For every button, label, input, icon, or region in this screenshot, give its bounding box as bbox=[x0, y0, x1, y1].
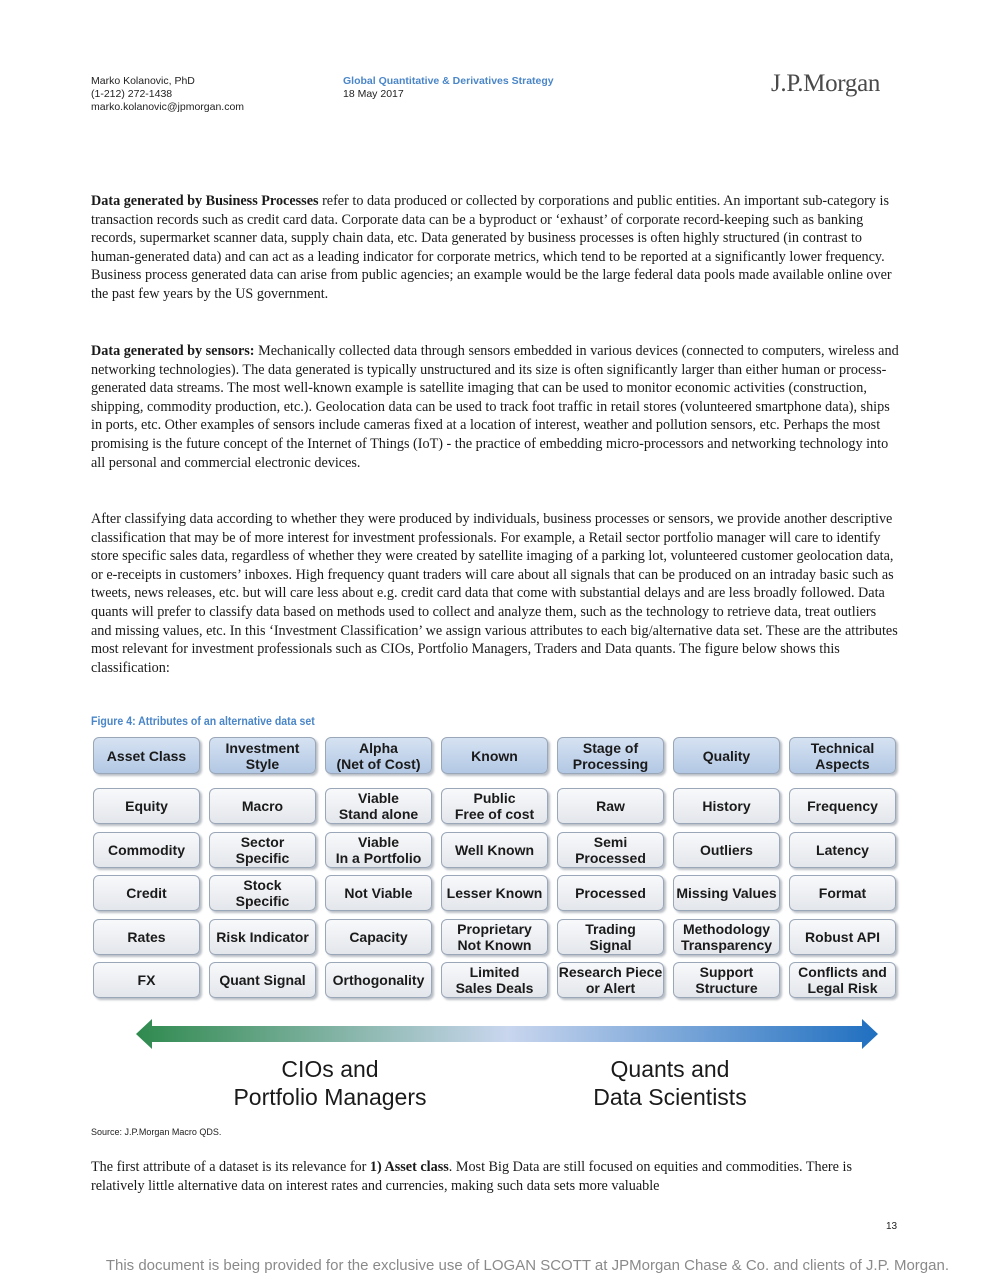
paragraph-text: . Most Big Data are still focused on equities and commodities. There is relatively little alternative data on interest rates and currencies, making such data sets more valuable bbox=[91, 1159, 852, 1194]
figure-title: Figure 4: Attributes of an alternative data set bbox=[91, 714, 315, 728]
attribute-cell: Rates bbox=[93, 919, 200, 955]
attribute-cell: Methodology Transparency bbox=[673, 919, 780, 955]
right-audience bbox=[540, 1055, 800, 1111]
attribute-cell: Viable In a Portfolio bbox=[325, 832, 432, 868]
attribute-cell: Robust API bbox=[789, 919, 896, 955]
attribute-header: Known bbox=[441, 737, 548, 774]
attribute-cell: Trading Signal bbox=[557, 919, 664, 955]
paragraph-heading: Data generated by Business Processes bbox=[91, 193, 319, 209]
attribute-cell: Viable Stand alone bbox=[325, 788, 432, 824]
attribute-cell: Research Piece or Alert bbox=[558, 964, 663, 996]
author-name: Marko Kolanovic, PhD bbox=[91, 75, 195, 87]
paragraph-sensors bbox=[91, 342, 899, 472]
report-date: 18 May 2017 bbox=[343, 88, 404, 100]
figure-source: Source: J.P.Morgan Macro QDS. bbox=[91, 1127, 222, 1137]
attribute-cell: Proprietary Not Known bbox=[441, 919, 548, 955]
author-email: marko.kolanovic@jpmorgan.com bbox=[91, 101, 245, 113]
left-audience bbox=[200, 1055, 460, 1111]
attribute-cell: Outliers bbox=[673, 832, 780, 868]
paragraph-business-processes bbox=[91, 192, 899, 304]
attribute-cell: Frequency bbox=[789, 788, 896, 824]
attribute-cell: Stock Specific bbox=[209, 875, 316, 911]
left-audience-label: CIOs and Portfolio Managers bbox=[233, 1056, 427, 1110]
attribute-cell: Quant Signal bbox=[209, 962, 316, 998]
attribute-cell: Support Structure bbox=[673, 962, 780, 998]
attribute-cell: Risk Indicator bbox=[209, 919, 316, 955]
paragraph-text: Mechanically collected data through sensors embedded in various devices (connected to computers, wireless and networking technologies). The data generated is typically unstructured and its size is often significantly larger than either human or process-generated data streams. The most well-known example is satellite imaging that can be used to monitor economic activities (construction, shipping, commodity production, etc.). Geolocation data can be used to track foot traffic in retail stores (volunteered smartphone data), ships in ports, etc. Other examples of sensors include cameras fixed at a location of interest, weather and pollution sensors, etc. Perhaps the most promising is the future concept of the Internet of Things (IoT) - the practice of embedding micro-processors and networking technology into all personal and commercial electronic devices. bbox=[91, 343, 899, 471]
attribute-cell: Processed bbox=[557, 875, 664, 911]
attribute-cell: FX bbox=[93, 962, 200, 998]
attribute-cell: Lesser Known bbox=[441, 875, 548, 911]
author-block bbox=[91, 75, 244, 114]
author-phone: (1-212) 272-1438 bbox=[91, 88, 173, 100]
attribute-header: Investment Style bbox=[209, 737, 316, 774]
double-arrow-icon bbox=[136, 1019, 878, 1049]
attribute-cell: Credit bbox=[93, 875, 200, 911]
attribute-cell: Capacity bbox=[325, 919, 432, 955]
attribute-cell: Public Free of cost bbox=[441, 788, 548, 824]
attribute-cell: Limited Sales Deals bbox=[441, 962, 548, 998]
attribute-cell: History bbox=[673, 788, 780, 824]
attribute-cell: Not Viable bbox=[325, 875, 432, 911]
paragraph-classification: After classifying data according to whether they were produced by individuals, business processes or sensors, we provide another descriptive classification that may be of more interest for investment professionals. For example, a Retail sector portfolio manager will care to identify store specific sales data, regardless of whether they were created by satellite imaging of a parking lot, volunteered customer geolocation data, or e-receipts in customers’ inboxes. High frequency quant traders will care about all signals that can be produced on an intraday basic such as tweets, news releases, etc. but will care less about e.g. credit card data that come with substantial delays and are less broadly followed. Data quants will prefer to classify data based on methods used to collect and analyze them, such as the technology to retrieve data, treat outliers and missing values, etc. In this ‘Investment Classification’ we assign various attributes to each big/alternative data set. These are the attributes most relevant for investment professionals such as CIOs, Portfolio Managers, Traders and Data quants. The figure below shows this classification: bbox=[91, 511, 898, 676]
attribute-header: Stage of Processing bbox=[557, 737, 664, 774]
disclaimer: This document is being provided for the exclusive use of LOGAN SCOTT at JPMorgan Chase & Co. and clients of J.P. Morgan. bbox=[105, 1257, 949, 1274]
paragraph-bold: 1) Asset class bbox=[369, 1159, 449, 1175]
strategy-name: Global Quantitative & Derivatives Strategy bbox=[343, 75, 554, 87]
attribute-cell: Conflicts and Legal Risk bbox=[789, 962, 896, 998]
right-audience-label: Quants and Data Scientists bbox=[593, 1056, 747, 1110]
attribute-cell: Orthogonality bbox=[325, 962, 432, 998]
jpmorgan-logo: J.P.Morgan bbox=[771, 70, 881, 97]
attribute-cell: Equity bbox=[93, 788, 200, 824]
attribute-header: Technical Aspects bbox=[789, 737, 896, 774]
attribute-cell: Format bbox=[789, 875, 896, 911]
attribute-cell: Well Known bbox=[441, 832, 548, 868]
attribute-header: Asset Class bbox=[93, 737, 200, 774]
attributes-grid bbox=[93, 737, 901, 999]
audience-arrow bbox=[136, 1019, 878, 1049]
attribute-cell: Commodity bbox=[93, 832, 200, 868]
paragraph-heading: Data generated by sensors: bbox=[91, 343, 255, 359]
attribute-cell: Missing Values bbox=[673, 875, 780, 911]
attribute-cell: Latency bbox=[789, 832, 896, 868]
attribute-header: Quality bbox=[673, 737, 780, 774]
page-number: 13 bbox=[886, 1221, 898, 1232]
paragraph-text: refer to data produced or collected by corporations and public entities. An important sub-category is transaction records such as credit card data. Corporate data can be a byproduct or ‘exhaust’ of corporate record-keeping such as banking records, supermarket scanner data, supply chain data, etc. Data generated by business processes is often highly structured (in contrast to human-generated data) and can act as a leading indicator for corporate metrics, which tend to be reported at a significantly lower frequency. Business process generated data can arise from public agencies; an example would be the large federal data pools made available online over the past few years by the US government. bbox=[91, 193, 892, 302]
attribute-cell: Raw bbox=[557, 788, 664, 824]
report-info bbox=[343, 75, 554, 101]
attribute-cell: Macro bbox=[209, 788, 316, 824]
attribute-cell: Sector Specific bbox=[209, 832, 316, 868]
attribute-header: Alpha (Net of Cost) bbox=[325, 737, 432, 774]
paragraph-asset-class bbox=[91, 1158, 899, 1195]
attribute-cell: Semi Processed bbox=[557, 832, 664, 868]
paragraph-text-start: The first attribute of a dataset is its relevance for bbox=[91, 1159, 370, 1175]
